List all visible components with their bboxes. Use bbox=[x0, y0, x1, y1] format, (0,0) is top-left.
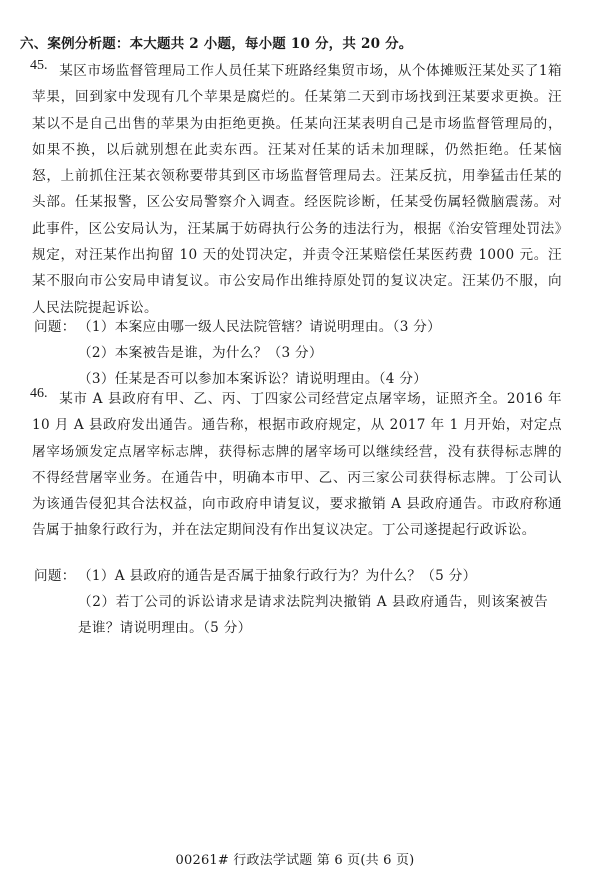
sub-question: （3）任某是否可以参加本案诉讼？请说明理由。（4 分） bbox=[78, 371, 428, 387]
sub-question: （2）若丁公司的诉讼请求是请求法院判决撤销 A 县政府通告，则该案被告是谁？请说明理由。（5 分） bbox=[78, 594, 548, 636]
section-heading: 六、案例分析题：本大题共 2 小题，每小题 10 分，共 20 分。 bbox=[20, 36, 413, 52]
sub-question: （2）本案被告是谁，为什么？（3 分） bbox=[78, 345, 323, 361]
question-body: 某区市场监督管理局工作人员任某下班路经集贸市场，从个体摊贩汪某处买了1箱苹果，回到家中发现有几个苹果是腐烂的。任某第二天到市场找到汪某要求更换。汪某以不是自己出售的苹果为由拒绝更换。任某向汪某表明自己是市场监督管理局的，如果不换，以后就别想在此卖东西。汪某对任某的话未加理睬，仍然拒绝。任某恼怒，上前抓住汪某衣领称要带其到区市场监督管理局去。汪某反抗，用拳猛击任某的头部。任某报警，区公安局警察介入调查。经医院诊断，任某受伤属轻微脑震荡。对此事件，区公安局认为，汪某属于妨碍执行公务的违法行为，根据《治安管理处罚法》规定，对汪某作出拘留 10 天的处罚决定，并责令汪某赔偿任某医药费 1000 元。汪某不服向市公安局申请复议。市公安局作出维持原处罚的复议决定。汪某仍不服，向人民法院提起诉讼。 bbox=[32, 63, 562, 316]
question-prompt-label: 问题： bbox=[34, 568, 76, 584]
question-body: 某市 A 县政府有甲、乙、丙、丁四家公司经营定点屠宰场，证照齐全。2016 年 10 月 A 县政府发出通告。通告称，根据市政府规定，从 2017 年 1 月开始，对定点屠宰场颁发定点屠宰标志牌，获得标志牌的屠宰场可以继续经营，没有获得标志牌的不得经营屠宰业务。在通告中，明确本市甲、乙、丙三家公司获得标志牌。丁公司认为该通告侵犯其合法权益，向市政府申请复议，要求撤销 A 县政府通告。市政府称通告属于抽象行政行为，并在法定期间没有作出复议决定。丁公司遂提起行政诉讼。 bbox=[32, 391, 562, 539]
sub-question: （1）A 县政府的通告是否属于抽象行政行为？为什么？（5 分） bbox=[78, 568, 477, 584]
page-footer: 00261# 行政法学试题 第 6 页(共 6 页) bbox=[175, 853, 415, 868]
sub-question: （1）本案应由哪一级人民法院管辖？请说明理由。（3 分） bbox=[78, 319, 442, 335]
question-number: 46. bbox=[30, 386, 48, 401]
question-prompt-label: 问题： bbox=[34, 319, 76, 335]
question-number: 45. bbox=[30, 58, 48, 73]
